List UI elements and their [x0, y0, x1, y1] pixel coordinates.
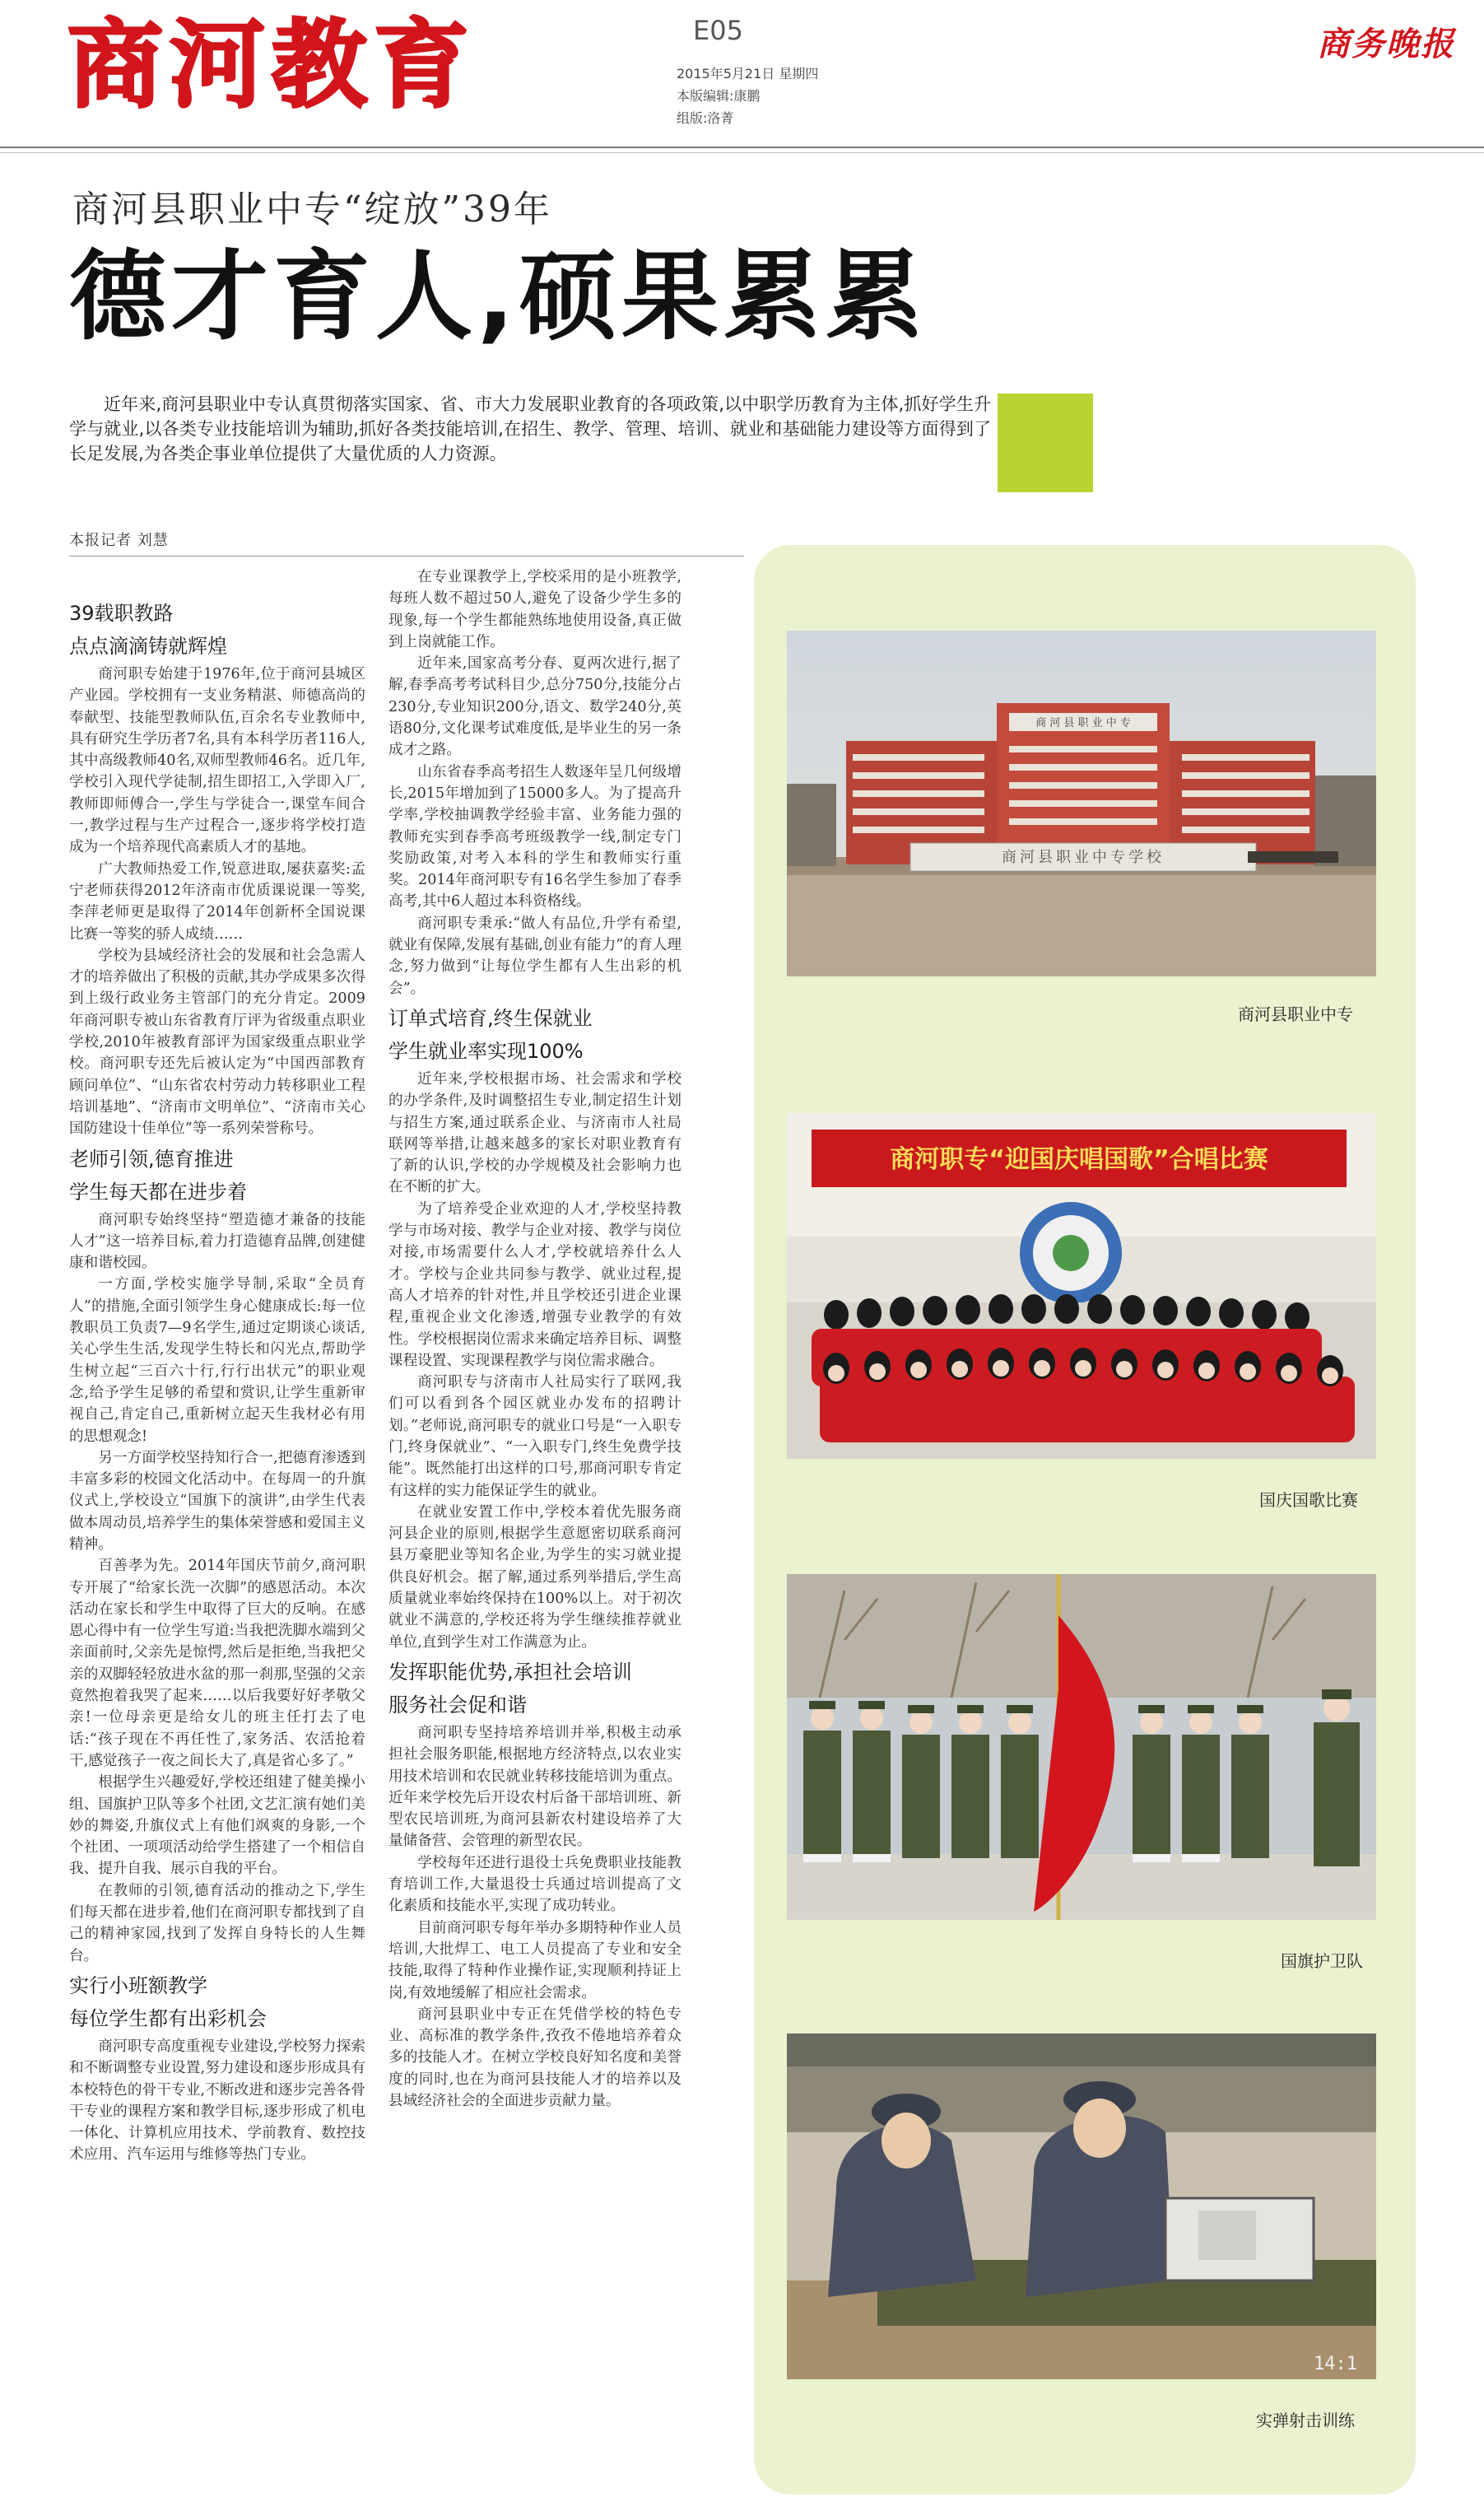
subhead: 订单式培育,终生保就业 [388, 1006, 593, 1030]
photo-caption: 商河县职业中专 [1238, 1004, 1353, 1024]
flag-guard-photo [787, 1574, 1376, 1920]
byline: 本报记者 刘慧 [69, 532, 169, 549]
paragraph: 近年来,国家高考分春、夏两次进行,据了解,春季高考考试科目少,总分750分,技能分占230分,专业知识200分,语文、数学240分,英语80分,文化课考试难度低,是毕业生的另一条成才之路。 [388, 655, 682, 759]
paragraph: 近年来,学校根据市场、社会需求和学校的办学条件,及时调整招生专业,制定招生计划与招生方案,通过联系企业、与济南市人社局联网等举措,让越来越多的家长对职业教育有了新的认识,学校的办学规模及社会影响力也在不断的扩大。 [388, 1070, 682, 1196]
subhead: 老师引领,德育推进 [69, 1147, 234, 1171]
paragraph: 商河职专始终坚持“塑造德才兼备的技能人才”这一培养目标,着力打造德育品牌,创建健康和谐校园。 [69, 1211, 365, 1272]
page-number: E05 [693, 15, 743, 46]
paragraph: 在就业安置工作中,学校本着优先服务商河县企业的原则,根据学生意愿密切联系商河县万豪肥业等知名企业,为学生的实习就业提供良好机会。据了解,通过系列举措后,学生高质量就业率始终保持在100%以上。对于初次就业不满意的,学校还将为学生继续推荐就业单位,直到学生对工作满意为止。 [388, 1503, 682, 1651]
subhead: 实行小班额教学 [69, 1973, 207, 1997]
masthead-rule-thin [0, 152, 1484, 153]
paragraph: 百善孝为先。2014年国庆节前夕,商河职专开展了“给家长洗一次脚”的感恩活动。本次活动在家长和学生中取得了巨大的反响。在感恩心得中有一位学生写道:当我把洗脚水端到父亲面前时,父亲先是惊愕,然后是拒绝,当我把父亲的双脚轻轻放进水盆的那一刹那,坚强的父亲竟然抱着我哭了起来……以后我要好好孝敬父亲!一位母亲更是给女儿的班主任打去了电话:“孩子现在不再任性了,家务活、农活抢着干,感觉孩子一夜之间长大了,真是省心多了。” [69, 1558, 365, 1769]
byline-rule [69, 556, 744, 557]
subhead: 学生就业率实现100% [388, 1039, 584, 1063]
masthead-rule [0, 147, 1484, 148]
paragraph: 学校每年还进行退役士兵免费职业技能教育培训工作,大量退役士兵通过培训提高了文化素质和技能水平,实现了成功转业。 [388, 1854, 682, 1915]
article-column-1 [69, 594, 365, 2488]
article-lede: 近年来,商河县职业中专认真贯彻落实国家、省、市大力发展职业教育的各项政策,以中职学历教育为主体,抓好学生升学与就业,以各类专业技能培训为辅助,抓好各类技能培训,在招生、教学、管理、培训、就业和基础能力建设等方面得到了长足发展,为各类企事业单位提供了大量优质的人力资源。 [69, 394, 991, 464]
paragraph: 广大教师热爱工作,锐意进取,屡获嘉奖:孟宁老师获得2012年济南市优质课说课一等奖,李萍老师更是取得了2014年创新杯全国说课比赛一等奖的骄人成绩…… [69, 860, 365, 943]
paragraph: 根据学生兴趣爱好,学校还组建了健美操小组、国旗护卫队等多个社团,文艺汇演有她们美妙的舞姿,升旗仪式上有他们飒爽的身影,一个个社团、一项项活动给学生搭建了一个相信自我、提升自我、展示自我的平台。 [69, 1774, 365, 1878]
article-kicker: 商河县职业中专“绽放”39年 [72, 189, 552, 231]
photo-caption: 国旗护卫队 [1281, 1951, 1363, 1971]
paragraph: 商河职专高度重视专业建设,学校努力探索和不断调整专业设置,努力建设和逐步形成具有本校特色的骨干专业,不断改进和逐步完善各骨干专业的课程方案和教学目标,逐步形成了机电一体化、计算机应用技术、学前教育、数控技术应用、汽车运用与维修等热门专业。 [69, 2038, 365, 2164]
photo-caption: 实弹射击训练 [1256, 2411, 1355, 2430]
layout-credit: 组版:洛菁 [677, 110, 734, 126]
article-headline: 德才育人,硕果累累 [69, 240, 928, 353]
issue-date: 2015年5月21日 星期四 [677, 66, 819, 82]
subhead: 发挥职能优势,承担社会培训 [388, 1660, 632, 1684]
subhead: 学生每天都在进步着 [69, 1180, 247, 1204]
issue-meta [677, 63, 818, 129]
paragraph: 商河职专与济南市人社局实行了联网,我们可以看到各个园区就业办发布的招聘计划。”老师说,商河职专的就业口号是“一入职专门,终身保就业”、“一入职专门,终生免费学技能”。既然能打出这样的口号,那商河职专肯定有这样的实力能保证学生的就业。 [388, 1374, 682, 1499]
paragraph: 学校为县域经济社会的发展和社会急需人才的培养做出了积极的贡献,其办学成果多次得到上级行政业务主管部门的充分肯定。2009年商河职专被山东省教育厅评为省级重点职业学校,2010年被教育部评为国家级重点职业学校。商河职专还先后被认定为“中国西部教育顾问单位”、“山东省农村劳动力转移职业工程培训基地”、“济南市文明单位”、“济南市关心国防建设十佳单位”等一系列荣誉称号。 [69, 947, 365, 1138]
subhead: 每位学生都有出彩机会 [69, 2006, 267, 2030]
paragraph: 一方面,学校实施学导制,采取“全员育人”的措施,全面引领学生身心健康成长:每一位教职员工负责7—9名学生,通过定期谈心谈话,关心学生生活,发现学生特长和闪光点,帮助学生树立起“三百六十行,行行出状元”的职业观念,给予学生足够的希望和赏识,让学生重新审视自己,肯定自己,重新树立起天生我材必有用的思想观念! [69, 1276, 365, 1445]
choir-banner-text: 商河职专“迎国庆唱国歌”合唱比赛 [890, 1145, 1268, 1174]
paragraph: 商河职专坚持培养培训并举,积极主动承担社会服务职能,根据地方经济特点,以农业实用技术培训和农民就业转移技能培训为重点。近年来学校先后开设农村后备干部培训班、新型农民培训班,为商河县新农村建设培养了大量储备营、会管理的新型农民。 [388, 1724, 682, 1850]
paragraph: 商河县职业中专正在凭借学校的特色专业、高标准的教学条件,孜孜不倦地培养着众多的技能人才。在树立学校良好知名度和美誉度的同时,也在为商河县技能人才的培养以及县域经济社会的全面进步贡献力量。 [388, 2006, 682, 2109]
paragraph: 商河职专始建于1976年,位于商河县城区产业园。学校拥有一支业务精湛、师德高尚的奉献型、技能型教师队伍,百余名专业教师中,具有研究生学历者7名,具有本科学历者116人,其中高级教师40名,双师型教师46名。近几年,学校引入现代学徒制,招生即招工,入学即入厂,教师即师傅合一,学生与学徒合一,课堂车间合一,教学过程与生产过程合一,逐步将学校打造成为一个培养现代高素质人才的基地。 [69, 666, 365, 856]
newspaper-logo: 商务晚报 [1317, 25, 1455, 63]
subhead: 点点滴滴铸就辉煌 [69, 635, 227, 658]
photo-panel [754, 545, 1416, 2495]
gate-banner-text: 商河县职业中专学校 [1002, 849, 1165, 866]
photo-caption: 国庆国歌比赛 [1259, 1490, 1358, 1510]
decorative-block-lime [998, 394, 1093, 492]
article-column-2 [388, 566, 682, 2489]
paragraph: 目前商河职专每年举办多期特种作业人员培训,大批焊工、电工人员提高了专业和安全技能,取得了特种作业操作证,实现顺利持证上岗,有效地缓解了相应社会需求。 [388, 1919, 682, 2001]
paragraph: 为了培养受企业欢迎的人才,学校坚持教学与市场对接、教学与企业对接、教学与岗位对接,市场需要什么人才,学校就培养什么人才。学校与企业共同参与教学、就业过程,提高人才培养的针对性,并且学校还引进企业课程,重视企业文化渗透,增强专业教学的有效性。学校根据岗位需求来确定培养目标、调整课程设置、实现课程教学与岗位需求融合。 [388, 1200, 682, 1369]
paragraph: 另一方面学校坚持知行合一,把德育渗透到丰富多彩的校园文化活动中。在每周一的升旗仪式上,学校设立“国旗下的演讲”,由学生代表做本周动员,培养学生的集体荣誉感和爱国主义精神。 [69, 1449, 365, 1553]
choir-contest-photo [787, 1113, 1376, 1459]
paragraph: 商河职专秉承:“做人有品位,升学有希望,就业有保障,发展有基础,创业有能力”的育人理念,努力做到“让每位学生都有人生出彩的机会”。 [388, 915, 682, 997]
paragraph: 山东省春季高考招生人数逐年呈几何级增长,2015年增加到了15000多人。为了提高升学率,学校抽调教学经验丰富、业务能力强的教师充实到春季高考班级教学一线,制定专门奖励政策,对考入本科的学生和教师实行重奖。2014年商河职专有16名学生参加了春季高考,其中6人超过本科资格线。 [388, 763, 682, 911]
editor-credit: 本版编辑:康鹏 [677, 88, 761, 104]
building-sign-text: 商 河 县 职 业 中 专 [1035, 717, 1131, 729]
school-building-photo [787, 631, 1376, 976]
photo-timestamp: 14:1 [1314, 2354, 1357, 2374]
subhead: 39载职教路 [69, 602, 174, 625]
shooting-training-photo [787, 2033, 1376, 2379]
paragraph: 在专业课教学上,学校采用的是小班教学,每班人数不超过50人,避免了设备少学生多的现象,每一个学生都能熟练地使用设备,真正做到上岗就能工作。 [388, 569, 682, 650]
subhead: 服务社会促和谐 [388, 1693, 527, 1717]
section-brand-title: 商河教育 [67, 10, 476, 121]
paragraph: 在教师的引领,德育活动的推动之下,学生们每天都在进步着,他们在商河职专都找到了自己的精神家园,找到了发挥自身特长的人生舞台。 [69, 1882, 365, 1964]
